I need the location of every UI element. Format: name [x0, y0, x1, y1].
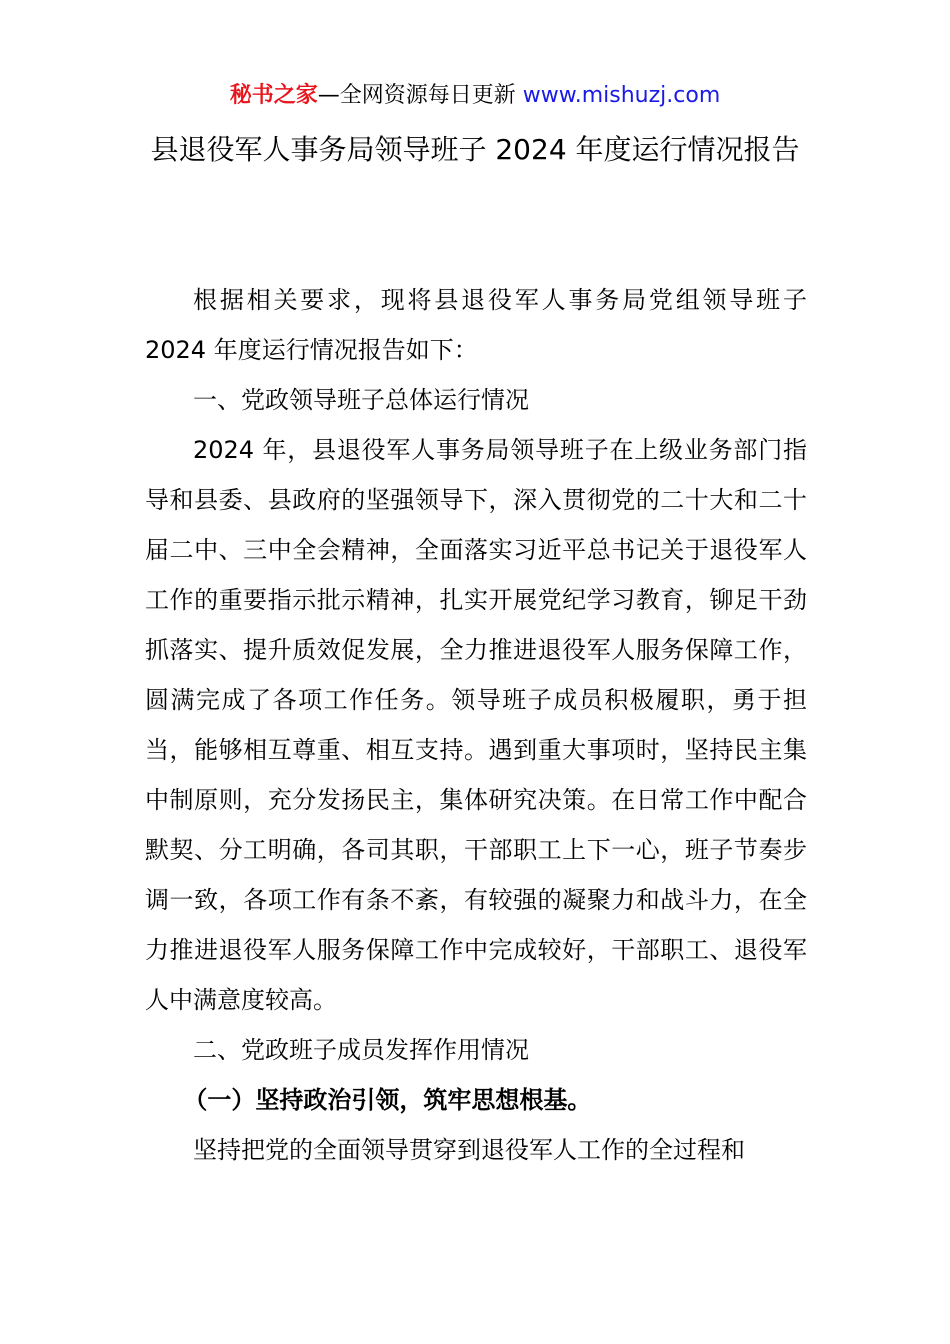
- site-brand: 秘书之家: [229, 83, 318, 108]
- document-title: 县退役军人事务局领导班子 2024 年度运行情况报告: [150, 133, 800, 166]
- site-url-link[interactable]: www.mishuzj.com: [522, 83, 721, 108]
- document-body: [145, 275, 807, 1175]
- site-tagline: —全网资源每日更新: [317, 83, 523, 108]
- site-header: [0, 80, 950, 112]
- intro-paragraph: 根据相关要求，现将县退役军人事务局党组领导班子 2024 年度运行情况报告如下：: [145, 286, 807, 364]
- section-2-subheading-1: （一）坚持政治引领，筑牢思想根基。: [183, 1086, 592, 1114]
- section-2-heading: 二、党政班子成员发挥作用情况: [193, 1036, 529, 1064]
- section-1-heading: 一、党政领导班子总体运行情况: [193, 386, 529, 414]
- section-2-sub-1-body: 坚持把党的全面领导贯穿到退役军人工作的全过程和: [193, 1136, 745, 1164]
- section-1-body: 2024 年，县退役军人事务局领导班子在上级业务部门指导和县委、县政府的坚强领导下，深入贯彻党的二十大和二十届二中、三中全会精神，全面落实习近平总书记关于退役军人工作的重要指示批示精神，扎实开展党纪学习教育，铆足干劲抓落实、提升质效促发展，全力推进退役军人服务保障工作，圆满完成了各项工作任务。领导班子成员积极履职，勇于担当，能够相互尊重、相互支持。遇到重大事项时，坚持民主集中制原则，充分发扬民主，集体研究决策。在日常工作中配合默契、分工明确，各司其职，干部职工上下一心，班子节奏步调一致，各项工作有条不紊，有较强的凝聚力和战斗力，在全力推进退役军人服务保障工作中完成较好，干部职工、退役军人中满意度较高。: [145, 436, 807, 1014]
